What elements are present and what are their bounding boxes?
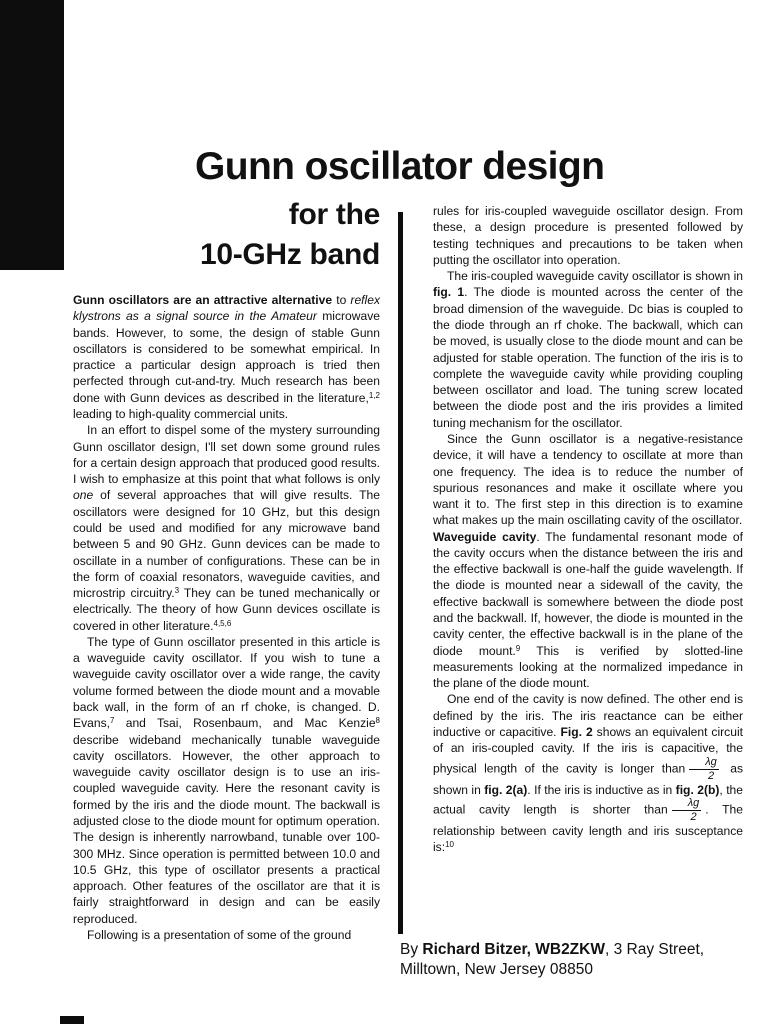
intro-paragraph: Gunn oscillators are an attractive alternative to reflex klystrons as a signal source in the Amateur microwave bands. However, to some, the design of stable Gunn oscillators is considered to be somewhat empirical. In practice a particular design approach is tried then perfected through cut-and-try. Much research has been done with Gunn devices as described in the literature,$^{1,2}$ leading to high-quality commercial units. — [73, 293, 380, 421]
paragraph: Since the Gunn oscillator is a negative-resistance device, it will have a tendency to oscillate at more than one frequency. The idea is to reduce the number of spurious resonances and make it oscillate where you want it to. The first step in this direction is to examine what makes up the main oscillating cavity of the oscillator. — [433, 431, 743, 528]
reference-marker: 4,5,6 — [213, 618, 232, 628]
author-name: Richard Bitzer, WB2ZKW — [422, 941, 605, 958]
paragraph: rules for iris-coupled waveguide oscillator design. From these, a design procedure is presented followed by testing techniques and precautions to be taken when putting the oscillator into operation. — [433, 204, 743, 267]
author-address: Milltown, New Jersey 08850 — [400, 961, 593, 979]
column-rule — [398, 212, 403, 934]
figure-reference: fig. 1 — [433, 285, 465, 300]
section-paragraph: Waveguide cavity. The fundamental resonant mode of the cavity occurs when the distance between the iris and the effective backwall is one-half the guide wavelength. If the diode is mounted near a sidewall of the cavity, the effective backwall is somewhere between the diode post and the backwall. If, however, the diode is mounted in the cavity center, the effective backwall is in the plane of the diode mount.$^9$ This is verified by slotted-line measurements looking at the normalized impedance in the plane of the diode mount. — [433, 529, 744, 691]
reference-marker: 8 — [375, 716, 380, 726]
page-number-fragment — [60, 1016, 84, 1024]
figure-reference: fig. 2(a) — [484, 782, 528, 797]
section-heading: Waveguide cavity — [433, 529, 537, 544]
reference-marker: 3 — [174, 586, 180, 596]
paragraph: The iris-coupled waveguide cavity oscillator is shown in fig. 1. The diode is mounted across the center of the broad dimension of the waveguide. Dc bias is coupled to the diode through an rf choke. The backwall, which can be moved, is usually close to the diode mount and can be adjusted for stable operation. The function of the iris is to complete the waveguide cavity while providing coupling between oscillator and load. The tuning screw located between the diode post and the iris provides a limited tuning mechanism for the oscillator. — [433, 269, 743, 430]
fraction-lambda-g-over-2: $\frac{\lambda g}{2}$ — [672, 798, 702, 823]
paragraph: In an effort to dispel some of the mystery surrounding Gunn oscillator design, I'll set down some ground rules for a certain design approach that produced good results. I wish to emphasize at this point that what follows is only one of several approaches that will give results. The oscillators were designed for 10 GHz, but this design could be used and modified for any microwave band between 5 and 90 GHz. Gunn devices can be made to oscillate in a number of configurations. These can be in the form of coaxial resonators, waveguide cavities, and microstrip circuitry.$^3$ They can be tuned mechanically or electrically. The theory of how Gunn devices oscillate is covered in other literature.$^{4,5,6}$ — [73, 423, 380, 633]
reference-marker: 7 — [109, 716, 115, 726]
figure-reference: Fig. 2 — [560, 725, 593, 739]
right-column — [433, 203, 743, 855]
figure-reference: fig. 2(b) — [675, 782, 720, 797]
fraction-lambda-g-over-2: $\frac{\lambda g}{2}$ — [689, 757, 719, 782]
article-title-line-2: for the — [288, 198, 380, 231]
article-title: Gunn oscillator design — [195, 145, 605, 188]
paragraph: One end of the cavity is now defined. The other end is defined by the iris. The iris reactance can be either inductive or capacitive. Fig. 2 shows an equivalent circuit of an iris-coupled cavity. If the iris is capacitive, the physical length of the cavity is longer than $\frac{\lambda g}{2}$ as shown in fig. 2(a). If the iris is inductive as in fig. 2(b), the actual cavity length is shorter than $\frac{\lambda g}{2}$ . The relationship between cavity length and iris susceptance is:$^{10}$ — [433, 692, 743, 855]
reference-marker: 9 — [515, 643, 521, 653]
lead-in: Gunn oscillators are an attractive alternative — [73, 293, 333, 307]
paragraph: Following is a presentation of some of the ground — [87, 927, 352, 942]
page-edge-bar — [0, 0, 64, 270]
left-column — [73, 292, 380, 943]
paragraph: The type of Gunn oscillator presented in this article is a waveguide cavity oscillator. If you wish to tune a waveguide cavity oscillator over a wide range, the cavity volume formed between the diode mount and a movable back wall, in the form of an rf choke, is changed. D. Evans,$^7$ and Tsai, Rosenbaum, and Mac Kenzie$^8$ describe wideband mechanically tunable waveguide cavity oscillators. However, the other approach to waveguide cavity oscillator design is to use an iris-coupled waveguide cavity. Here the resonant cavity is formed by the iris and the diode mount. The backwall is adjusted close to the diode mount for optimum operation. The design is inherently narrowband, tunable over 100-300 MHz. Since operation is permitted between 10.0 and 10.5 GHz, this type of oscillator presents a practical approach. Other features of the oscillator are that it is fairly straightforward in design and can be easily reproduced. — [73, 634, 380, 926]
reference-marker: 10 — [445, 840, 454, 850]
reference-marker: 1,2 — [368, 390, 380, 400]
article-title-line-3: 10-GHz band — [199, 238, 380, 271]
author-byline: By Richard Bitzer, WB2ZKW, 3 Ray Street, Milltown, New Jersey 08850 — [400, 941, 705, 979]
